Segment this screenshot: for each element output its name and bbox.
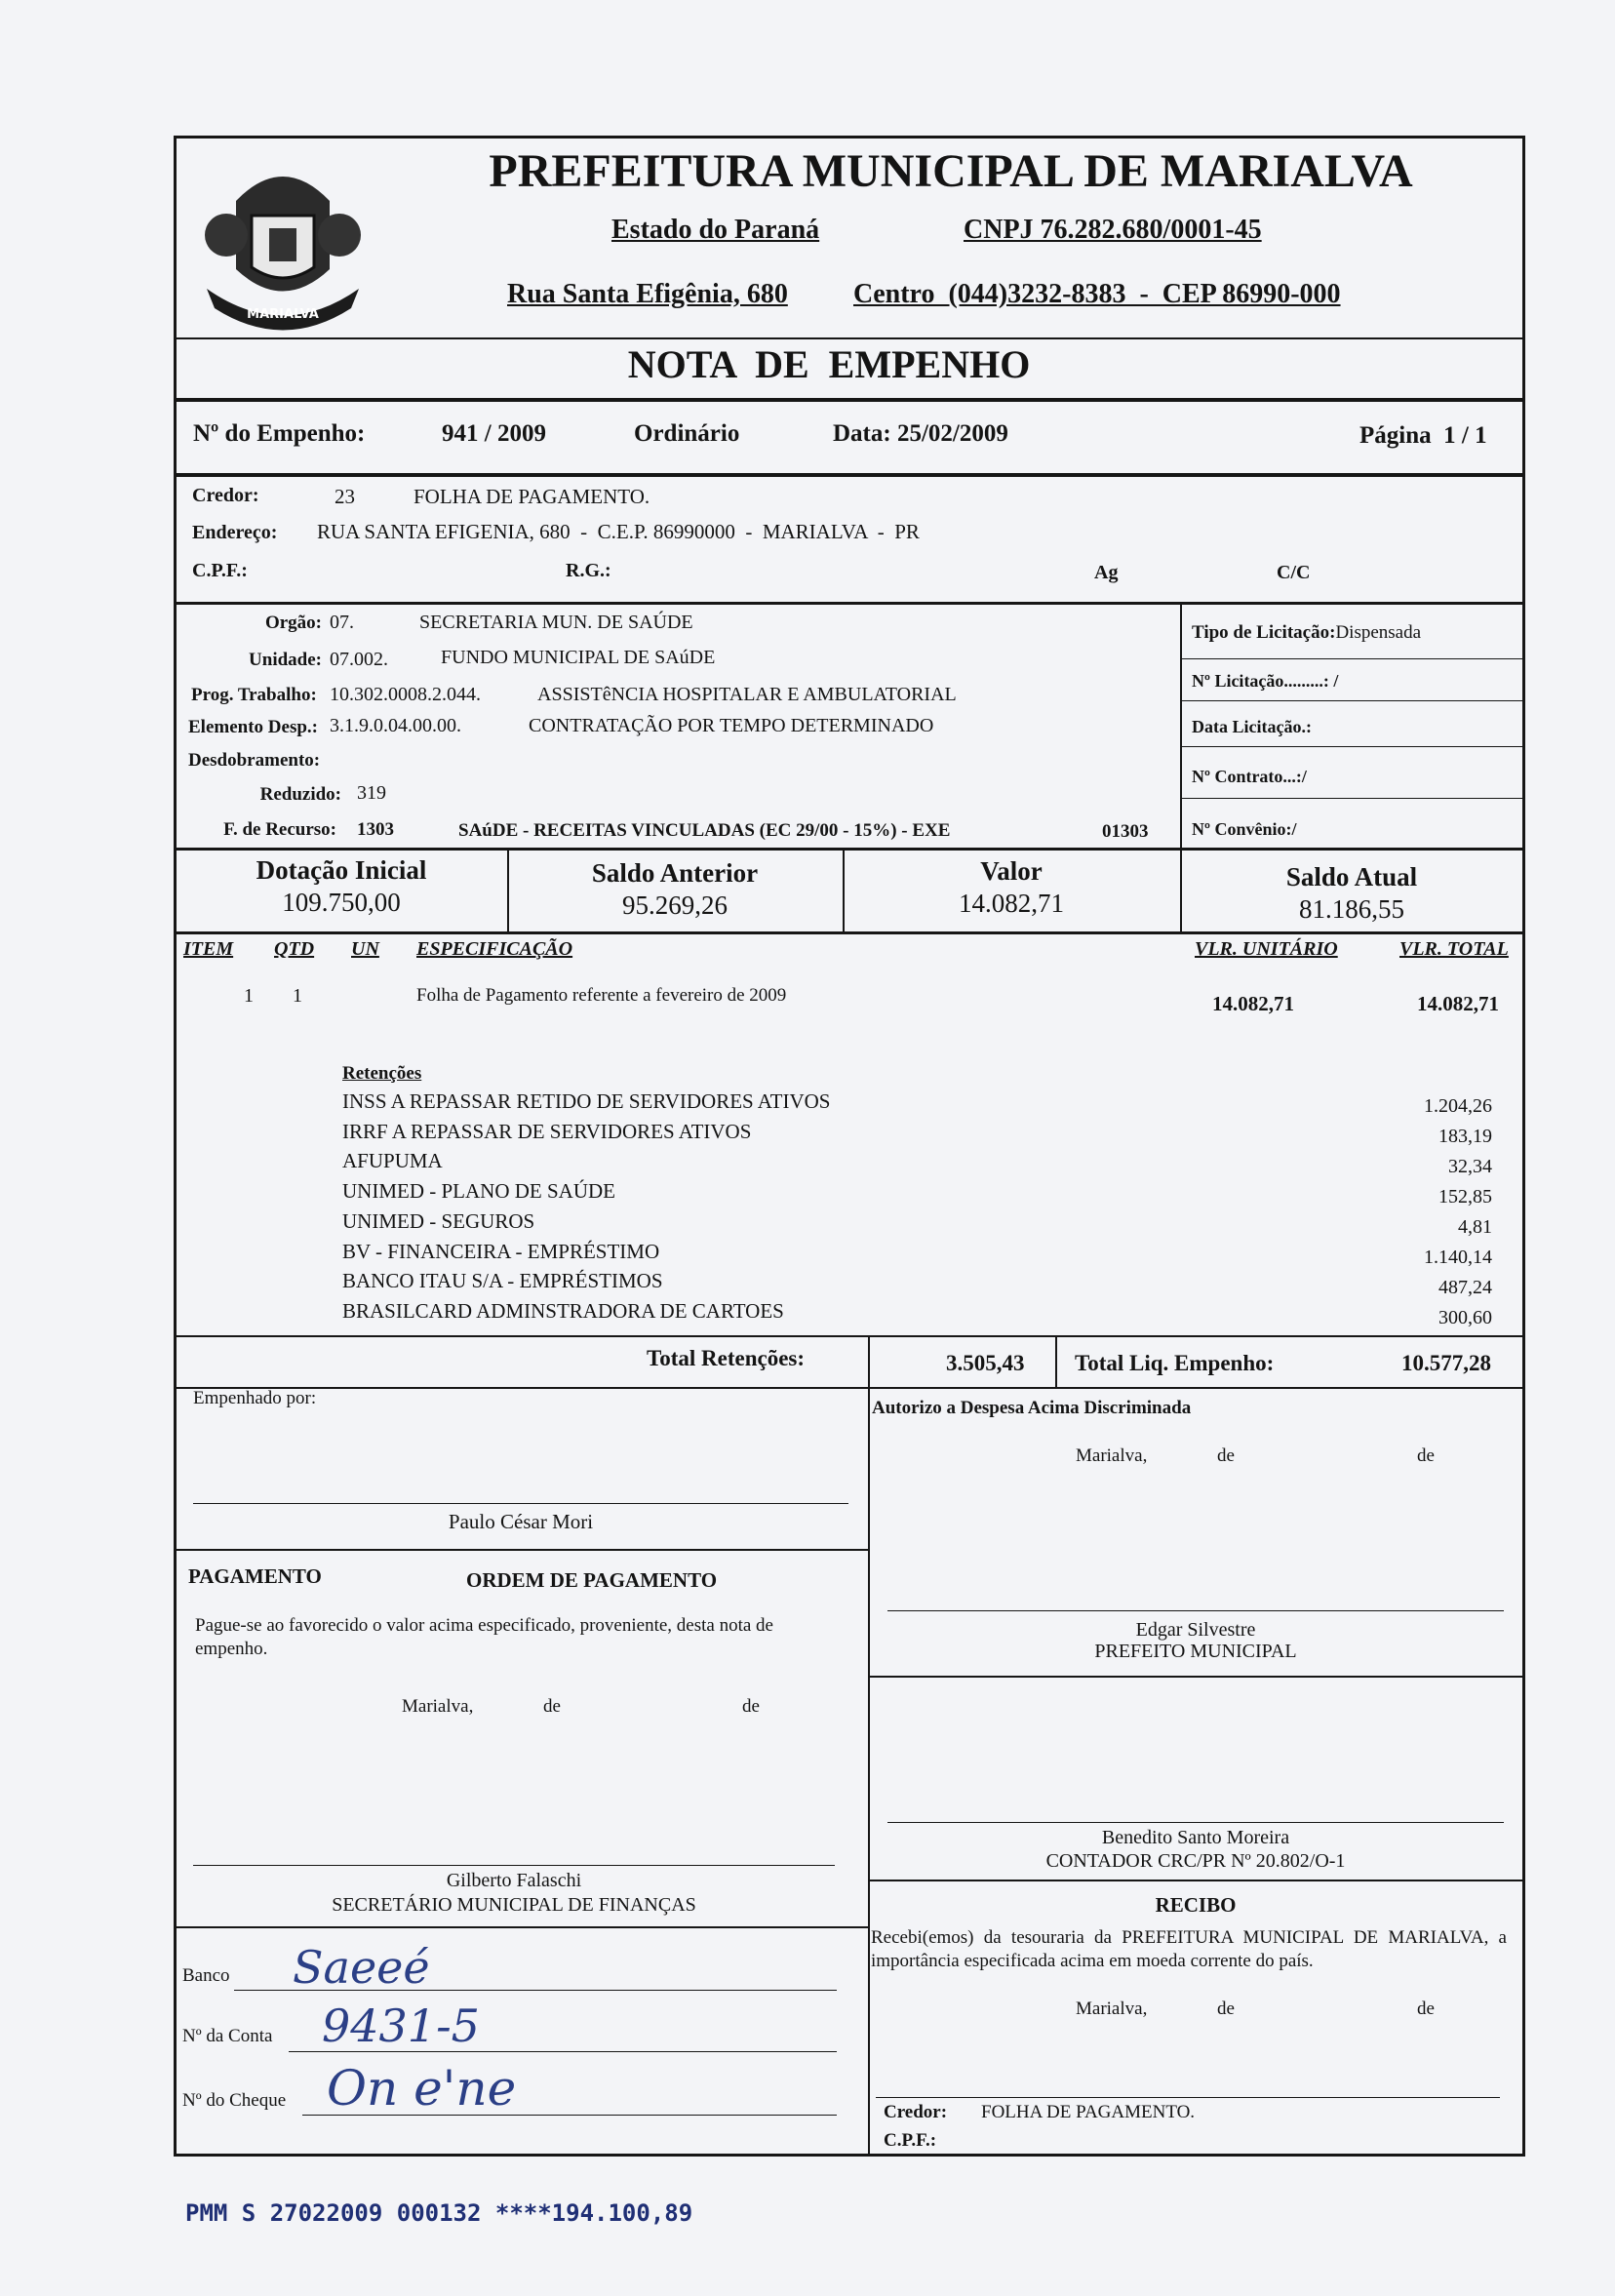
- empenho-number: 941 / 2009: [442, 420, 546, 447]
- page-number: Página 1 / 1: [1359, 422, 1487, 449]
- endereco-label: Endereço:: [192, 522, 278, 543]
- dotacao-label: Dotação Inicial: [256, 855, 427, 885]
- orgao-desc: SECRETARIA MUN. DE SAÚDE: [419, 612, 693, 633]
- retencao-value: 32,34: [1448, 1156, 1492, 1177]
- autorizo-city: Marialva,: [1076, 1445, 1148, 1466]
- autorizo-de-1: de: [1217, 1445, 1235, 1466]
- retencao-desc: UNIMED - SEGUROS: [342, 1209, 535, 1233]
- col-vlr-total: VLR. TOTAL: [1399, 938, 1509, 960]
- prefeito-name: Edgar Silvestre: [1135, 1619, 1256, 1641]
- recurso-num: 01303: [1102, 821, 1149, 842]
- tipo-licitacao-value: Dispensada: [1335, 622, 1422, 643]
- reduzido-value: 319: [357, 782, 386, 804]
- retencao-desc: BANCO ITAU S/A - EMPRÉSTIMOS: [342, 1269, 663, 1292]
- contador-role: CONTADOR CRC/PR Nº 20.802/O-1: [1045, 1850, 1346, 1872]
- item-description: Folha de Pagamento referente a fevereiro de 2009: [416, 985, 787, 1006]
- pagamento-de-1: de: [543, 1696, 561, 1717]
- secretario-name: Gilberto Falaschi: [446, 1870, 582, 1891]
- orgao-label: Orgão:: [264, 613, 322, 633]
- banco-label: Banco: [182, 1965, 230, 1986]
- doc-title: NOTA DE EMPENHO: [627, 342, 1031, 386]
- saldo-atual-label: Saldo Atual: [1285, 862, 1418, 891]
- recurso-code: 1303: [357, 819, 394, 840]
- retencao-desc: AFUPUMA: [342, 1149, 443, 1172]
- recibo-credor-value: FOLHA DE PAGAMENTO.: [981, 2102, 1196, 2122]
- retencao-desc: BRASILCARD ADMINSTRADORA DE CARTOES: [342, 1299, 784, 1323]
- retencao-value: 300,60: [1438, 1307, 1492, 1328]
- recibo-de-2: de: [1417, 1999, 1435, 2019]
- retencao-value: 183,19: [1438, 1126, 1492, 1147]
- empenhado-label: Empenhado por:: [193, 1388, 317, 1408]
- prefeito-role: PREFEITO MUNICIPAL: [1094, 1641, 1297, 1662]
- cheque-signature: On e'ne: [327, 2060, 517, 2117]
- data-licitacao: Data Licitação.:: [1192, 717, 1312, 736]
- item-qtd: 1: [293, 985, 302, 1007]
- autorizo-label: Autorizo a Despesa Acima Discriminada: [872, 1398, 1192, 1418]
- item-unit-value: 14.082,71: [1212, 992, 1294, 1015]
- dotacao-value: 109.750,00: [282, 888, 401, 917]
- pagamento-city: Marialva,: [402, 1696, 474, 1717]
- prog-desc: ASSISTêNCIA HOSPITALAR E AMBULATORIAL: [537, 684, 957, 705]
- banco-signature: Saeeé: [293, 1941, 430, 1994]
- recibo-cpf-label: C.P.F.:: [884, 2130, 937, 2151]
- saldo-anterior-value: 95.269,26: [622, 891, 728, 920]
- retencao-desc: UNIMED - PLANO DE SAÚDE: [342, 1179, 615, 1203]
- recibo-title: RECIBO: [1155, 1893, 1237, 1917]
- pagamento-text: Pague-se ao favorecido o valor acima especificado, proveniente, desta nota de empenho.: [195, 1615, 773, 1659]
- retencao-desc: BV - FINANCEIRA - EMPRÉSTIMO: [342, 1240, 660, 1263]
- saldo-anterior-label: Saldo Anterior: [591, 858, 759, 888]
- numero-contrato: Nº Contrato...:/: [1192, 767, 1307, 786]
- orgao-code: 07.: [330, 612, 354, 633]
- recurso-desc: SAúDE - RECEITAS VINCULADAS (EC 29/00 - 15%) - EXE: [458, 820, 951, 841]
- ordem-pagamento-label: ORDEM DE PAGAMENTO: [466, 1568, 718, 1592]
- secretario-role: SECRETÁRIO MUNICIPAL DE FINANÇAS: [332, 1894, 696, 1916]
- retencao-value: 1.204,26: [1424, 1095, 1492, 1117]
- endereco-value: RUA SANTA EFIGENIA, 680 - C.E.P. 86990000 - MARIALVA - PR: [317, 520, 920, 543]
- unidade-desc: FUNDO MUNICIPAL DE SAúDE: [441, 647, 716, 668]
- contador-name: Benedito Santo Moreira: [1101, 1827, 1290, 1848]
- cheque-label: Nº do Cheque: [182, 2090, 287, 2111]
- elemento-code: 3.1.9.0.04.00.00.: [330, 715, 461, 736]
- total-liquido-label: Total Liq. Empenho:: [1075, 1351, 1275, 1375]
- conta-signature: 9431-5: [322, 1999, 480, 2052]
- retencao-value: 152,85: [1438, 1186, 1492, 1207]
- retencao-desc: IRRF A REPASSAR DE SERVIDORES ATIVOS: [342, 1120, 752, 1143]
- conta-label: Nº da Conta: [182, 2026, 273, 2046]
- contact-info: Centro (044)3232-8383 - CEP 86990-000: [853, 279, 1341, 309]
- total-retencoes-value: 3.505,43: [946, 1351, 1025, 1375]
- recibo-text: Recebi(emos) da tesouraria da PREFEITURA MUNICIPAL DE MARIALVA, a importância especificada acima em moeda corrente do país.: [871, 1927, 1507, 1971]
- recibo-city: Marialva,: [1076, 1999, 1148, 2019]
- rg-label: R.G.:: [566, 560, 611, 581]
- footer-stamp: PMM S 27022009 000132 ****194.100,89: [185, 2199, 693, 2227]
- page-title: PREFEITURA MUNICIPAL DE MARIALVA: [489, 145, 1413, 197]
- recibo-de-1: de: [1217, 1999, 1235, 2019]
- credor-name: FOLHA DE PAGAMENTO.: [414, 485, 650, 508]
- item-total-value: 14.082,71: [1417, 992, 1499, 1015]
- autorizo-de-2: de: [1417, 1445, 1435, 1466]
- cc-label: C/C: [1277, 562, 1311, 583]
- retencao-value: 1.140,14: [1424, 1247, 1492, 1268]
- cnpj: CNPJ 76.282.680/0001-45: [964, 215, 1262, 245]
- empenhado-name: Paulo César Mori: [448, 1510, 594, 1533]
- credor-label: Credor:: [192, 485, 259, 506]
- pagamento-de-2: de: [742, 1696, 760, 1717]
- retencoes-title: Retenções: [342, 1063, 422, 1084]
- reduzido-label: Reduzido:: [259, 784, 341, 805]
- col-un: UN: [351, 938, 379, 960]
- tipo-licitacao: [1192, 622, 1421, 644]
- saldo-atual-value: 81.186,55: [1299, 894, 1404, 924]
- elemento-desc: CONTRATAÇÃO POR TEMPO DETERMINADO: [529, 715, 934, 736]
- retencao-desc: INSS A REPASSAR RETIDO DE SERVIDORES ATIVOS: [342, 1089, 831, 1113]
- state-name: Estado do Paraná: [611, 215, 820, 245]
- valor-value: 14.082,71: [959, 889, 1064, 918]
- empenho-label: Nº do Empenho:: [193, 420, 366, 447]
- col-item: ITEM: [183, 938, 234, 960]
- retencao-value: 487,24: [1438, 1277, 1492, 1298]
- recibo-credor-label: Credor:: [884, 2102, 948, 2122]
- desdobramento-label: Desdobramento:: [188, 750, 321, 771]
- numero-convenio: Nº Convênio:/: [1192, 819, 1297, 839]
- item-number: 1: [244, 985, 254, 1007]
- unidade-label: Unidade:: [249, 650, 322, 670]
- recurso-label: F. de Recurso:: [223, 819, 336, 840]
- ag-label: Ag: [1094, 562, 1119, 583]
- retencao-value: 4,81: [1458, 1216, 1492, 1238]
- crest-text: MARIALVA: [247, 307, 319, 322]
- empenho-date: Data: 25/02/2009: [833, 420, 1008, 447]
- unidade-code: 07.002.: [330, 649, 388, 670]
- pagamento-label: PAGAMENTO: [188, 1564, 322, 1588]
- credor-code: 23: [335, 485, 355, 508]
- elemento-label: Elemento Desp.:: [188, 717, 318, 737]
- empenho-type: Ordinário: [634, 420, 740, 447]
- numero-licitacao: Nº Licitação.........: /: [1192, 671, 1339, 691]
- address: Rua Santa Efigênia, 680: [507, 279, 788, 309]
- col-qtd: QTD: [274, 938, 315, 960]
- cpf-label: C.P.F.:: [192, 560, 248, 581]
- prog-code: 10.302.0008.2.044.: [330, 684, 481, 705]
- tipo-licitacao-label: Tipo de Licitação:: [1192, 622, 1336, 643]
- valor-label: Valor: [980, 856, 1043, 886]
- col-especificacao: ESPECIFICAÇÃO: [416, 938, 573, 960]
- crest-logo: [187, 142, 378, 337]
- prog-label: Prog. Trabalho:: [191, 685, 317, 705]
- total-liquido-value: 10.577,28: [1401, 1351, 1491, 1375]
- col-vlr-unitario: VLR. UNITÁRIO: [1195, 938, 1338, 960]
- total-retencoes-label: Total Retenções:: [647, 1346, 806, 1370]
